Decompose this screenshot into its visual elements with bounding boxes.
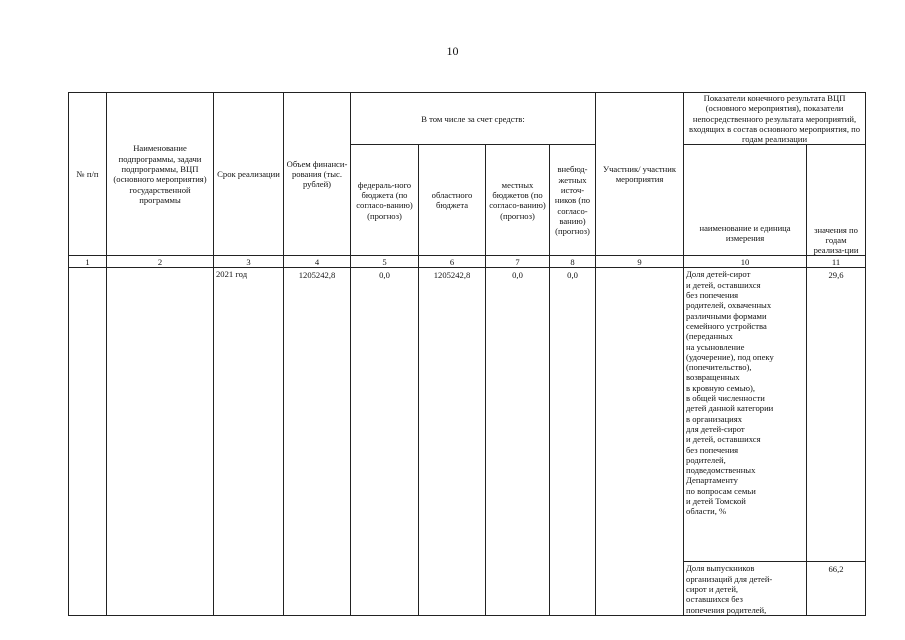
indicator-line: и детей, оставшихся: [686, 279, 761, 290]
header-name: Наименование подпрограммы, задачи подпрограммы, ВЦП (основного мероприятия) государственной программы: [107, 93, 214, 256]
header-indicators-group: Показатели конечного результата ВЦП (основного мероприятия), показатели непосредственного результата мероприятий, входящих в состав основного мероприятия, по годам реализации: [684, 93, 866, 145]
indicator-line: (переданных: [686, 331, 733, 342]
indicator-line: (попечительство),: [686, 362, 752, 373]
cell-regional: 1205242,8: [419, 268, 486, 615]
program-table: [68, 92, 866, 616]
header-including-group: В том числе за счет средств:: [351, 93, 596, 145]
indicator-name: [684, 268, 807, 562]
page-number: 10: [446, 44, 459, 58]
cell-name: [107, 268, 214, 615]
indicator-value: 66,2: [807, 562, 866, 615]
column-number: 8: [550, 256, 596, 268]
indicator-line: Доля выпускников: [686, 563, 755, 574]
indicator-name: [684, 562, 807, 615]
cell-no: [69, 268, 107, 615]
indicator-line: без попечения: [686, 290, 739, 301]
header-term: Срок реализации: [214, 93, 284, 256]
indicator-line: в общей численности: [686, 393, 765, 404]
indicator-line: оставшихся без: [686, 594, 743, 605]
indicator-line: и детей, оставшихся: [686, 434, 761, 445]
header-extrabudget: внебюд-жетных источ-ников (по согласо-ванию) (прогноз): [550, 145, 596, 256]
indicator-line: Доля детей-сирот: [686, 269, 751, 280]
indicator-line: без попечения: [686, 444, 739, 455]
column-number: 3: [214, 256, 284, 268]
column-number: 2: [107, 256, 214, 268]
header-indicator-values: значения по годам реализа-ции: [807, 145, 866, 256]
column-number: 1: [69, 256, 107, 268]
indicator-line: родителей, охваченных: [686, 300, 772, 311]
indicator-line: попечения родителей,: [686, 604, 767, 615]
indicator-line: сирот и детей,: [686, 584, 739, 595]
indicator-line: семейного устройства: [686, 320, 767, 331]
header-regional: областного бюджета: [419, 145, 486, 256]
header-local: местных бюджетов (по согласо-ванию) (прогноз): [486, 145, 550, 256]
column-number: 10: [684, 256, 807, 268]
cell-participant: [596, 268, 684, 615]
header-participant: Участник/ участник мероприятия: [596, 93, 684, 256]
column-number: 5: [351, 256, 419, 268]
indicator-line: (удочерение), под опеку: [686, 351, 774, 362]
cell-term: 2021 год: [214, 268, 284, 615]
indicator-line: возвращенных: [686, 372, 740, 383]
cell-volume: 1205242,8: [284, 268, 351, 615]
indicator-line: детей данной категории: [686, 403, 774, 414]
header-volume: Объем финанси-рования (тыс. рублей): [284, 93, 351, 256]
column-number: 9: [596, 256, 684, 268]
header-federal: федераль-ного бюджета (по согласо-ванию) (прогноз): [351, 145, 419, 256]
column-number: 4: [284, 256, 351, 268]
header-no: № п/п: [69, 93, 107, 256]
indicator-line: различными формами: [686, 310, 767, 321]
column-number-row: [69, 256, 866, 268]
indicator-line: в кровную семью),: [686, 382, 756, 393]
column-number: 7: [486, 256, 550, 268]
table-row: [69, 268, 866, 562]
indicator-line: и детей Томской: [686, 496, 746, 507]
indicator-line: области, %: [686, 506, 727, 517]
indicator-line: в организациях: [686, 413, 743, 424]
cell-federal: 0,0: [351, 268, 419, 615]
cell-extrabudget: 0,0: [550, 268, 596, 615]
indicator-line: подведомственных: [686, 465, 756, 476]
cell-local: 0,0: [486, 268, 550, 615]
indicator-line: родителей,: [686, 454, 726, 465]
indicator-line: для детей-сирот: [686, 423, 745, 434]
column-number: 6: [419, 256, 486, 268]
indicator-line: по вопросам семьи: [686, 485, 756, 496]
indicator-line: Департаменту: [686, 475, 738, 486]
header-indicator-name: наименование и единица измерения: [684, 145, 807, 256]
column-number: 11: [807, 256, 866, 268]
indicator-line: организаций для детей-: [686, 573, 773, 584]
indicator-value: 29,6: [807, 268, 866, 562]
indicator-line: на усыновление: [686, 341, 745, 352]
